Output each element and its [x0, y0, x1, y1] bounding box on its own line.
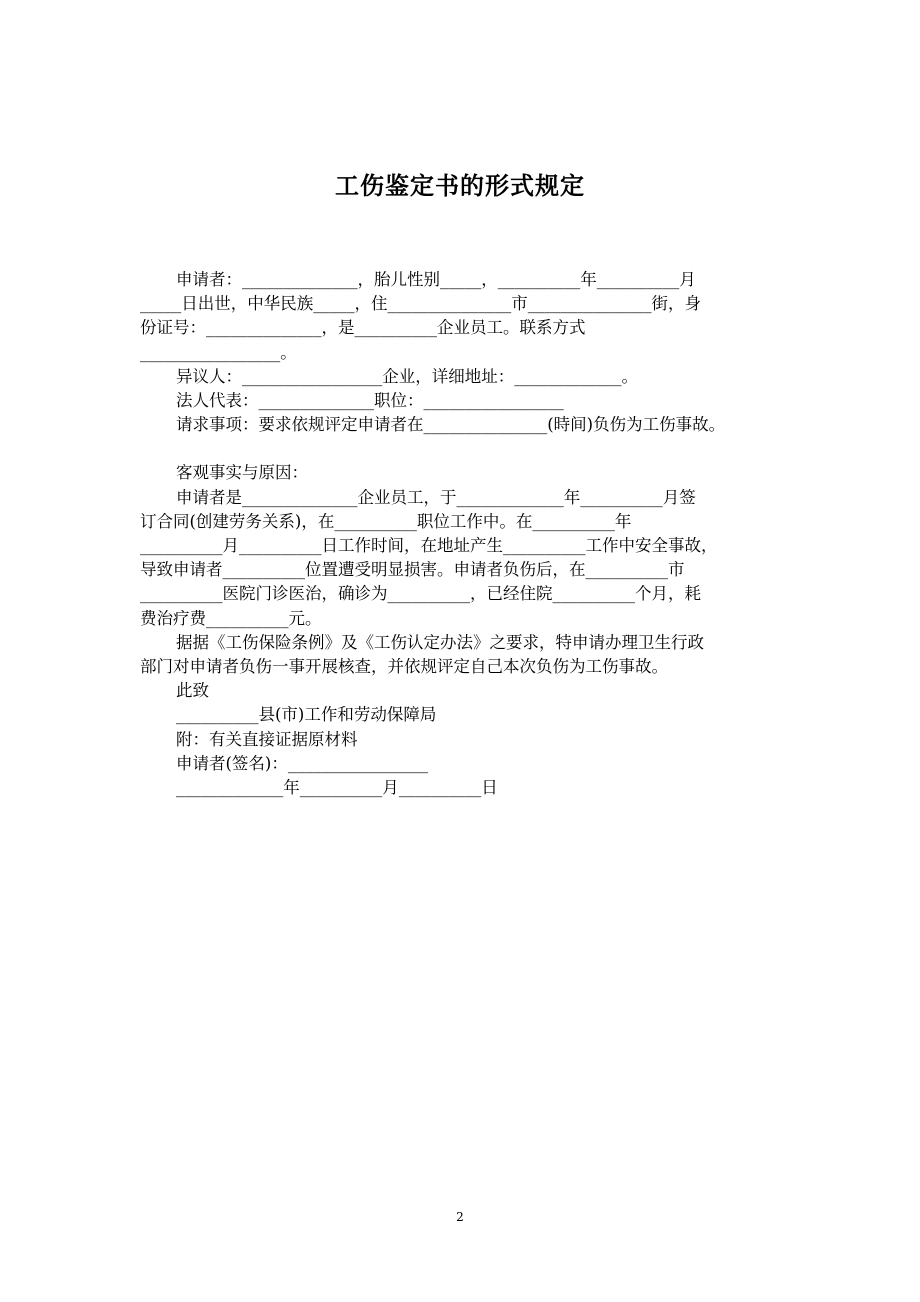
- text-line: 申请者是______________企业员工，于_____________年__________月签: [176, 487, 696, 507]
- signature-line: 申请者(签名)：_________________: [176, 753, 429, 773]
- text-line: 订合同(创建劳务关系)，在__________职位工作中。在__________年: [140, 511, 632, 531]
- text-line: 申请者：______________，胎儿性别_____，__________年__________月: [176, 270, 696, 289]
- text-line: __________月__________日工作时间，在地址产生__________工作中安全事故，: [140, 536, 718, 556]
- text-line: 导致申请者__________位置遭受明显损害。申请者负伤后，在__________市: [140, 560, 685, 580]
- page-number: 2: [456, 1210, 464, 1224]
- text-line: 异议人：_________________企业，详细地址：_____________。: [176, 366, 638, 386]
- text-line: 份证号：______________，是__________企业员工。联系方式: [140, 318, 586, 338]
- text-line: 部门对申请者负伤一事开展核查，并依规评定自己本次负伤为工伤事故。: [140, 657, 668, 677]
- text-line: 法人代表：______________职位：_________________: [176, 391, 564, 411]
- paragraph-gap: [140, 437, 780, 461]
- text-line: _____日出世，中华民族_____，住_______________市_______________街，身: [140, 294, 701, 314]
- attachment-line: 附：有关直接证据原材料: [176, 729, 358, 749]
- section-heading: 客观事实与原因：: [176, 463, 308, 483]
- text-line: _________________。: [140, 342, 297, 362]
- document-body: [140, 268, 780, 800]
- document-title: 工伤鉴定书的形式规定: [335, 172, 585, 200]
- date-line: _____________年__________月__________日: [176, 778, 498, 798]
- closing-salutation: 此致: [176, 681, 209, 701]
- text-line: __________医院门诊医治，确诊为__________，已经住院__________个月，耗: [140, 584, 701, 604]
- text-line: 请求事项：要求依规评定申请者在_______________(時间)负伤为工伤事故。: [176, 415, 726, 435]
- text-line: 据据《工伤保险条例》及《工伤认定办法》之要求，特申请办理卫生行政: [176, 632, 704, 652]
- recipient-line: __________县(市)工作和劳动保障局: [176, 705, 437, 725]
- text-line: 费治疗费__________元。: [140, 608, 322, 628]
